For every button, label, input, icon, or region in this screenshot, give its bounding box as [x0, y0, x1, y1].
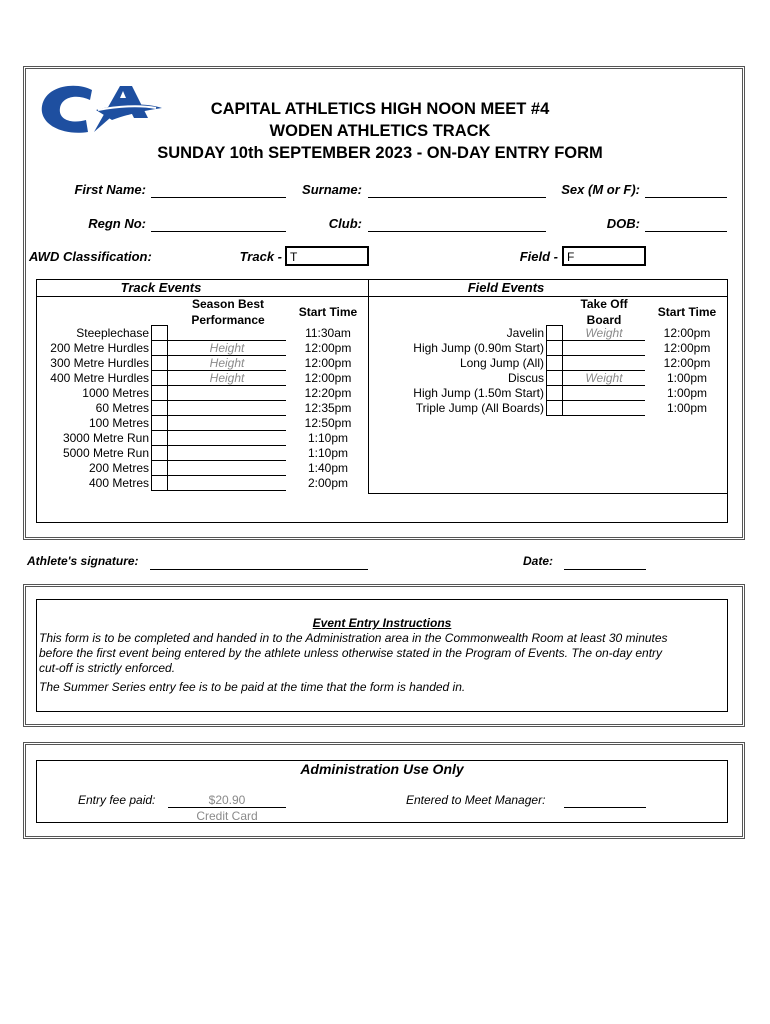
takeoff-board-field[interactable]	[563, 415, 645, 416]
track-event-time: 1:10pm	[307, 431, 349, 445]
track-event-checkbox[interactable]	[151, 445, 168, 461]
dob-field[interactable]	[645, 231, 727, 232]
payment-method: Credit Card	[196, 809, 258, 823]
regn-no-label: Regn No:	[88, 216, 146, 231]
track-label: Track -	[239, 249, 282, 264]
dob-label: DOB:	[606, 216, 640, 231]
admin-title: Administration Use Only	[300, 761, 464, 777]
takeoff-board-field[interactable]	[563, 340, 645, 341]
track-event-checkbox[interactable]	[151, 325, 168, 341]
track-event-checkbox[interactable]	[151, 475, 168, 491]
field-events-title: Field Events	[467, 280, 545, 295]
regn-no-field[interactable]	[151, 231, 286, 232]
date-label: Date:	[523, 554, 554, 568]
instructions-line-1: This form is to be completed and handed in to the Administration area in the Commonwealth Room at least 30 minutes	[39, 631, 668, 645]
surname-label: Surname:	[302, 182, 362, 197]
track-event-time: 2:00pm	[307, 476, 349, 490]
field-event-checkbox[interactable]	[546, 325, 563, 341]
surname-field[interactable]	[368, 197, 546, 198]
sex-field[interactable]	[645, 197, 727, 198]
field-event-time: 12:00pm	[663, 341, 711, 355]
track-event-name: 60 Metres	[95, 401, 149, 415]
field-event-name: High Jump (0.90m Start)	[413, 341, 544, 355]
first-name-field[interactable]	[151, 197, 286, 198]
field-event-name: High Jump (1.50m Start)	[413, 386, 544, 400]
field-section-bottom	[368, 493, 728, 494]
takeoff-board-header	[563, 296, 645, 328]
track-event-time: 12:50pm	[304, 416, 352, 430]
track-event-name: Steeplechase	[76, 326, 149, 340]
takeoff-board-field[interactable]	[563, 400, 645, 401]
venue-title: WODEN ATHLETICS TRACK	[269, 122, 491, 140]
field-event-checkbox[interactable]	[546, 340, 563, 356]
field-event-checkbox[interactable]	[546, 385, 563, 401]
instructions-title: Event Entry Instructions	[312, 616, 452, 630]
season-best-field[interactable]	[168, 385, 286, 386]
takeoff-board-field[interactable]	[563, 385, 645, 386]
track-event-name: 5000 Metre Run	[62, 446, 149, 460]
track-event-time: 12:00pm	[304, 371, 352, 385]
track-event-checkbox[interactable]	[151, 370, 168, 386]
sex-label: Sex (M or F):	[561, 182, 640, 197]
track-events-title: Track Events	[120, 280, 202, 295]
date-field[interactable]	[564, 569, 646, 570]
takeoff-header-line2: Board	[586, 313, 622, 327]
track-event-name: 1000 Metres	[82, 386, 149, 400]
entry-fee-label: Entry fee paid:	[78, 793, 156, 807]
season-best-header-line1: Season Best	[191, 297, 265, 311]
meet-manager-field[interactable]	[564, 807, 646, 808]
takeoff-hint: Weight	[585, 371, 623, 385]
track-event-checkbox[interactable]	[151, 385, 168, 401]
track-event-name: 400 Metre Hurdles	[50, 371, 149, 385]
track-start-time-header: Start Time	[298, 305, 358, 319]
track-event-checkbox[interactable]	[151, 355, 168, 371]
entry-fee-value: $20.90	[208, 793, 246, 807]
season-best-header	[168, 296, 288, 328]
field-event-name: Triple Jump (All Boards)	[415, 401, 544, 415]
track-event-name: 300 Metre Hurdles	[50, 356, 149, 370]
takeoff-weight-hint: Weight	[585, 326, 623, 340]
field-event-time: 12:00pm	[663, 356, 711, 370]
track-event-time: 12:00pm	[304, 356, 352, 370]
field-start-time-header: Start Time	[657, 305, 717, 319]
awd-classification-label: AWD Classification:	[29, 249, 152, 264]
track-event-time: 11:30am	[305, 326, 351, 340]
field-event-time: 1:00pm	[666, 371, 708, 385]
track-event-time: 1:40pm	[307, 461, 349, 475]
season-best-field[interactable]	[168, 490, 286, 491]
instructions-line-3: cut-off is strictly enforced.	[39, 661, 176, 675]
field-code-value: F	[567, 250, 575, 264]
field-event-checkbox[interactable]	[546, 400, 563, 416]
track-event-checkbox[interactable]	[151, 460, 168, 476]
takeoff-board-field[interactable]	[563, 355, 645, 356]
club-field[interactable]	[368, 231, 546, 232]
track-event-name: 100 Metres	[88, 416, 149, 430]
date-title: SUNDAY 10th SEPTEMBER 2023 - ON-DAY ENTRY FORM	[157, 144, 603, 162]
season-best-hint: Height	[209, 356, 245, 370]
first-name-label: First Name:	[74, 182, 146, 197]
track-event-time: 12:00pm	[304, 341, 352, 355]
track-event-time: 12:20pm	[304, 386, 352, 400]
season-best-field[interactable]	[168, 460, 286, 461]
track-event-checkbox[interactable]	[151, 430, 168, 446]
season-best-hint: Height	[209, 371, 245, 385]
season-best-field[interactable]	[168, 400, 286, 401]
field-event-time: 12:00pm	[663, 326, 711, 340]
entry-fee-field[interactable]	[168, 807, 286, 808]
track-event-name: 200 Metre Hurdles	[50, 341, 149, 355]
season-best-field[interactable]	[168, 445, 286, 446]
season-best-hint: Height	[209, 341, 245, 355]
season-best-header-line2: Performance	[191, 313, 265, 327]
season-best-field[interactable]	[168, 415, 286, 416]
field-event-time: 1:00pm	[666, 386, 708, 400]
field-event-time: 1:00pm	[666, 401, 708, 415]
athlete-signature-field[interactable]	[150, 569, 368, 570]
meet-manager-label: Entered to Meet Manager:	[406, 793, 546, 807]
field-event-checkbox[interactable]	[546, 355, 563, 371]
track-event-name: 200 Metres	[88, 461, 149, 475]
field-label: Field -	[519, 249, 558, 264]
track-event-time: 1:10pm	[307, 446, 349, 460]
track-event-name: 400 Metres	[88, 476, 149, 490]
meet-title: CAPITAL ATHLETICS HIGH NOON MEET #4	[210, 100, 550, 118]
field-event-name: Long Jump (All)	[459, 356, 544, 370]
field-event-name: Javelin	[506, 326, 544, 340]
track-event-checkbox[interactable]	[151, 340, 168, 356]
field-event-checkbox[interactable]	[546, 370, 563, 386]
track-event-time: 12:35pm	[304, 401, 352, 415]
club-label: Club:	[328, 216, 362, 231]
track-event-checkbox[interactable]	[151, 415, 168, 431]
track-code-box[interactable]	[285, 246, 369, 266]
instructions-line-2: before the first event being entered by the athlete unless otherwise stated in the Program of Events. The on-day entry	[39, 646, 663, 660]
track-event-checkbox[interactable]	[151, 400, 168, 416]
field-code-box[interactable]	[562, 246, 646, 266]
athlete-signature-label: Athlete's signature:	[27, 554, 139, 568]
events-column-divider	[368, 279, 369, 494]
season-best-field[interactable]	[168, 475, 286, 476]
takeoff-header-line1: Take Off	[580, 297, 628, 311]
track-code-value: T	[290, 250, 298, 264]
season-best-field[interactable]	[168, 430, 286, 431]
track-event-name: 3000 Metre Run	[62, 431, 149, 445]
instructions-line-4: The Summer Series entry fee is to be paid at the time that the form is handed in.	[39, 680, 466, 694]
field-event-name: Discus	[507, 371, 544, 385]
